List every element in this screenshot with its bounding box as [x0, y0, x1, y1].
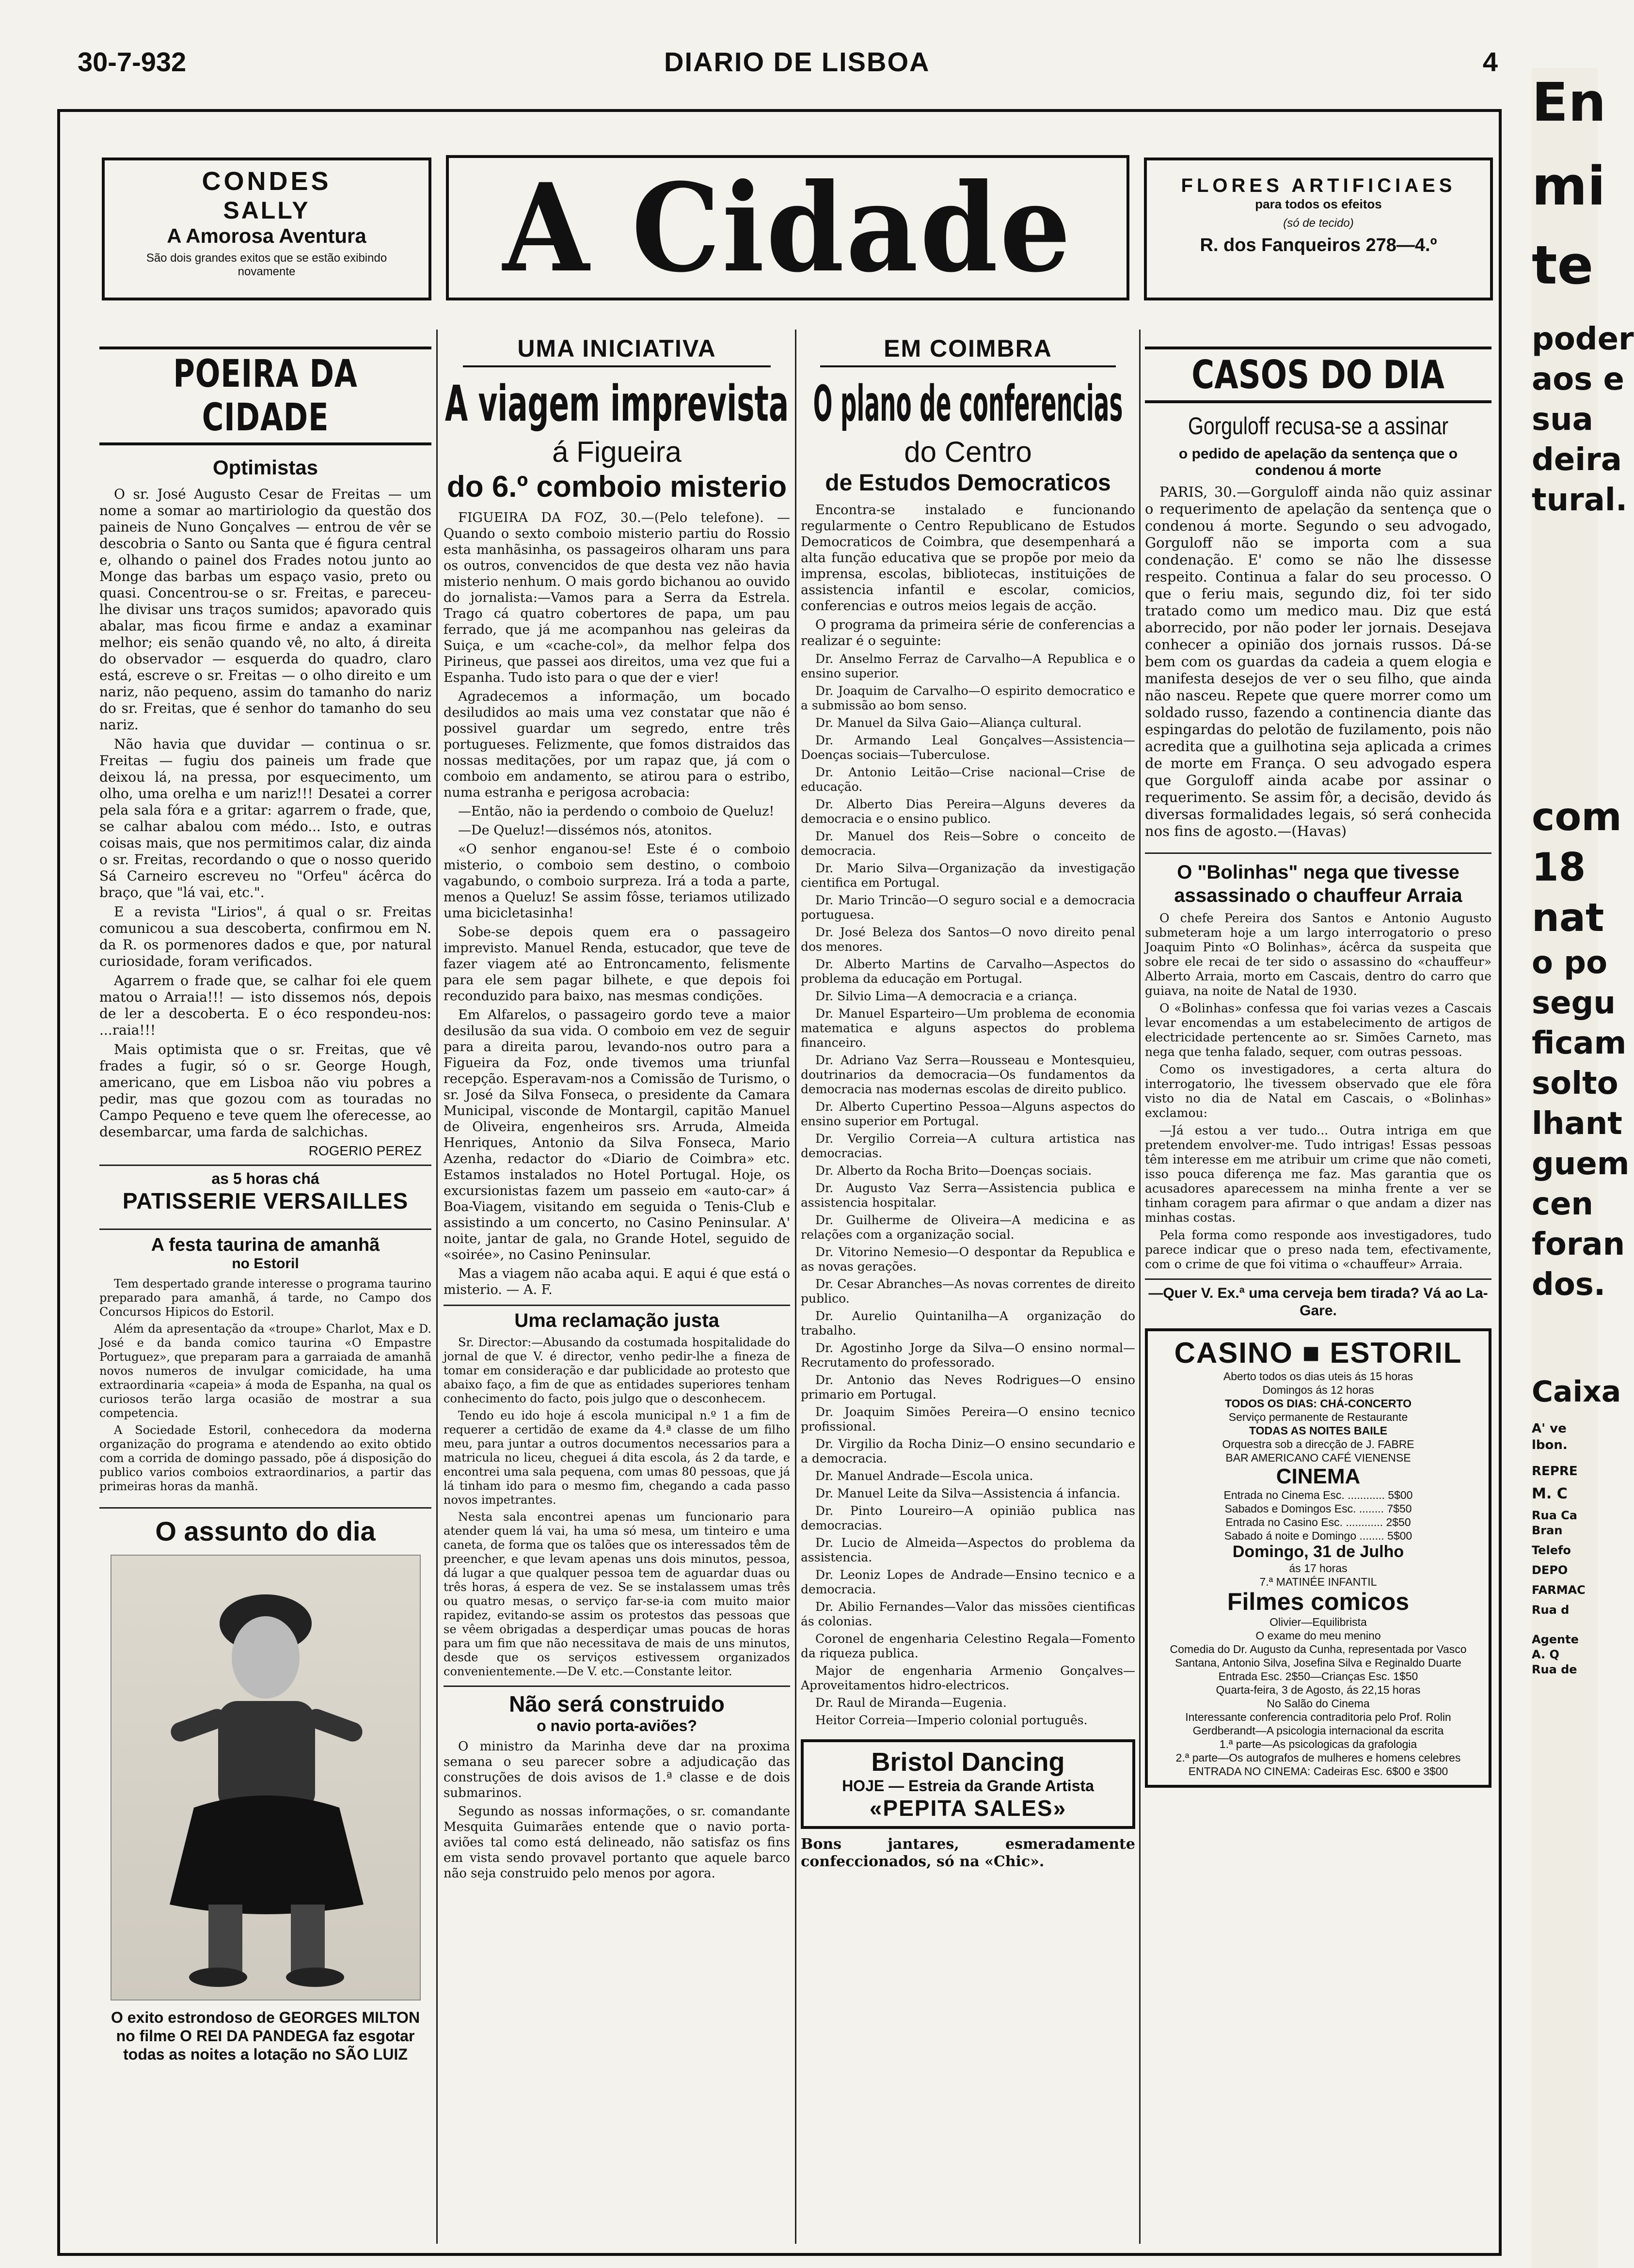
- ad-flores-sub: para todos os efeitos: [1255, 197, 1382, 211]
- ad-condes-film: SALLY: [223, 197, 310, 224]
- ad-bristol: [801, 1739, 1135, 1829]
- conference-item: Dr. Manuel da Silva Gaio—Aliança cultural.: [815, 716, 1082, 730]
- conference-item: Dr. Anselmo Ferraz de Carvalho—A Republica e o ensino superior.: [801, 652, 1135, 680]
- kicker: EM COIMBRA: [884, 335, 1052, 362]
- conference-item: Coronel de engenharia Celestino Regala—Fomento da riqueza publica.: [801, 1632, 1135, 1660]
- edge-fragment: solto: [1532, 1066, 1618, 1102]
- reclamacao-body: [444, 1336, 790, 1679]
- casino-line: Serviço permanente de Restaurante: [1228, 1411, 1408, 1423]
- signature: ROGERIO PEREZ: [308, 1143, 422, 1158]
- edge-fragment: cen: [1532, 1186, 1593, 1222]
- conference-list: [801, 652, 1135, 1728]
- edge-fragments: [1532, 68, 1634, 1677]
- paragraph: O programa da primeira série de conferencias a realizar é o seguinte:: [801, 617, 1135, 648]
- article-body: [1145, 484, 1491, 840]
- edge-fragment: poder: [1532, 321, 1634, 357]
- article-body: [801, 502, 1135, 649]
- paragraph: Agradecemos a informação, um bocado desiludidos ao mais uma vez constatar que não é possivel guardar um segredo, entre três portugueses. Felizmente, que fomos distraidos das nossas meditações, por um rapaz que, já com o comboio em andamento, se atirou para o estribo, numa estranha e perigosa acrobacia:: [444, 689, 790, 800]
- conference-item: Dr. Joaquim Simões Pereira—O ensino tecnico profissional.: [801, 1405, 1135, 1433]
- conference-item: Dr. Lucio de Almeida—Aspectos do problema da assistencia.: [801, 1536, 1135, 1564]
- article-body: [444, 510, 790, 1298]
- conference-item: Dr. Manuel Andrade—Escola unica.: [815, 1469, 1033, 1483]
- conference-item: Dr. José Beleza dos Santos—O novo direito penal dos menores.: [801, 925, 1135, 954]
- assunto-title: O assunto do dia: [99, 1507, 431, 1547]
- headline: Gorguloff recusa-se a assinar: [1188, 412, 1449, 440]
- divider: [820, 365, 1116, 367]
- conference-item: Dr. Silvio Lima—A democracia e a criança.: [815, 989, 1078, 1003]
- edge-fragment: Caixa: [1532, 1375, 1621, 1409]
- paragraph: O «Bolinhas» confessa que foi varias vezes a Cascais levar encomendas a um estabelecimento de artigos de electricidade pertencente ao sr. Simões Carneto, mas nega que tenha falado, sequer, com outras pessoas.: [1145, 1001, 1491, 1059]
- edge-fragment: aos e: [1532, 362, 1624, 397]
- masthead: [446, 155, 1129, 300]
- kicker: UMA INICIATIVA: [517, 335, 716, 362]
- conference-item: Dr. Abilio Fernandes—Valor das missões cientificas ás colonias.: [801, 1600, 1135, 1628]
- column-3: [801, 330, 1135, 2244]
- headline-sub: o pedido de apelação da sentença que o condenou á morte: [1178, 446, 1458, 478]
- paragraph: Nesta sala encontrei apenas um funcionario para atender quem lá vai, ha uma só mesa, um tinteiro e uma caneta, de forma que os talões que os interessados têm de preencher, e que levam apenas uns dois minutos, pessoa, dá lugar a que qualquer pessoa tem de aguardar duas ou três horas, á espera de vez. Se se instalassem umas três ou quatro mesas, o serviço far-se-ia com muito maior rapidez, evitando-se assim os protestos das pessoas que se vêem obrigadas a desperdiçar umas poucas de horas para um fim que não necessitava de mais de uns minutos, desde que os serviços estivessem organizados convenientemente.—De V. etc.—Constante leitor.: [444, 1510, 790, 1678]
- ad-condes-name: CONDES: [202, 167, 332, 196]
- ad-flores: [1144, 158, 1493, 300]
- ad-chic: Bons jantares, esmeradamente confeccionados, só na «Chic».: [801, 1836, 1135, 1870]
- ad-patisserie: [99, 1165, 431, 1214]
- paragraph: Segundo as nossas informações, o sr. comandante Mesquita Guimarães entende que o navio porta-aviões tal como está delineado, não satisfaz os fins em vista sendo provavel portanto que aquele barco não seja construido pelo menos por agora.: [444, 1804, 790, 1881]
- paragraph: FIGUEIRA DA FOZ, 30.—(Pelo telefone). —Quando o sexto comboio misterio partiu do Rossio esta manhãsinha, os passageiros olharam uns para os outros, convencidos de que desta vez não havia misterio nenhum. O mais gordo bichanou ao ouvido do jornalista:—Vamos para a Serra da Estrela. Trago cá quatro cobertores de papa, um pau ferrado, que já me acompanhou nas geleiras da Suiça, e um «cache-col», da melhor felpa dos Pirineus, que passei aos direitos, uma vez que fui a Espanha. Tudo isto para o que der e vier!: [444, 510, 790, 685]
- edge-fragment: A. Q: [1532, 1648, 1559, 1661]
- ad-flores-address: R. dos Fanqueiros 278—4.º: [1200, 235, 1437, 255]
- edge-fragment: deira: [1532, 442, 1622, 478]
- casino-line: Sabado á noite e Domingo ........ 5$00: [1224, 1529, 1412, 1542]
- edge-fragment: segu: [1532, 985, 1616, 1021]
- casino-line: Entrada no Cinema Esc. ............ 5$00: [1223, 1489, 1413, 1501]
- photo-illustration: [111, 1556, 420, 2000]
- adjacent-page-fragment: [1532, 68, 1634, 2268]
- edge-fragment: Agente: [1532, 1633, 1579, 1646]
- paragraph: Mais optimista que o sr. Freitas, que vê frades a fugir, só o sr. George Hough, americano, que em Lisboa não viu pobres a pedir, mas que gozou com as touradas no Campo Pequeno e teve quem lhe oferecesse, ao desembarcar, uma farda de salchichas.: [99, 1041, 431, 1140]
- edge-fragment: Rua de: [1532, 1663, 1577, 1676]
- edge-fragment: Telefo: [1532, 1544, 1571, 1557]
- edge-fragment: Rua Ca: [1532, 1509, 1577, 1522]
- paragraph: Em Alfarelos, o passageiro gordo teve a maior desilusão da sua vida. O comboio em vez de seguir para a direita parou, levando-nos outro para a Figueira da Foz, onde tivemos uma triunfal recepção. Esperavam-nos a Comissão de Turismo, o sr. José da Silva Fonseca, o presidente da Camara Municipal, visconde de Montargil, capitão Manuel de Oliveira, engenheiros srs. Arruda, Almeida Henriques, Antonio da Silva Fonseca, Mario Azenha, redactor do «Diario de Coimbra» etc. Estamos instalados no Hotel Portugal. Hoje, os excursionistas fazem um passeio em «auto-car» á Boa-Viagem, visitando em seguida o Tenis-Club e assistindo a um concerto, no Casino Peninsular. A' noite, jantar de gala, no Grande Hotel, seguido de «soirée», no Casino Peninsular.: [444, 1008, 790, 1262]
- ad-casino-estoril: [1145, 1328, 1491, 1788]
- article-title: O plano de conferencias: [813, 375, 1123, 433]
- paragraph: Tendo eu ido hoje á escola municipal n.º 1 a fim de requerer a certidão de exame da 4.ª classe de um filho meu, para juntar a outros documentos necessarios para a matricula no liceu, cheguei á dita escola, ás 2 da tarde, e encontrei uma sala pequena, com umas 80 pessoas, que já lá tinham ido para o mesmo fim, chegando a cada passo novos impetrantes.: [444, 1409, 790, 1507]
- ad-condes: [102, 158, 431, 300]
- conference-item: Dr. Mario Silva—Organização da investigação cientifica em Portugal.: [801, 861, 1135, 890]
- column-rule: [436, 330, 438, 2244]
- ad-patisserie-name: PATISSERIE VERSAILLES: [122, 1188, 409, 1213]
- casino-line: 7.ª MATINÉE INFANTIL: [1259, 1575, 1377, 1588]
- ad-condes-note: São dois grandes exitos que se estão exibindo novamente: [146, 252, 387, 278]
- casino-line: Orquestra sob a direcção de J. FABRE: [1222, 1438, 1414, 1450]
- edge-fragment: o po: [1532, 945, 1608, 981]
- ad-flores-title: FLORES ARTIFICIAES: [1181, 175, 1456, 196]
- subtitle-1: á Figueira: [552, 436, 682, 468]
- section-title: CASOS DO DIA: [1191, 352, 1445, 397]
- ad-la-gare: —Quer V. Ex.ª uma cerveja bem tirada? Vá ao La-Gare.: [1145, 1278, 1491, 1320]
- paragraph: Não havia que duvidar — continua o sr. Freitas — fugiu dos paineis um frade que deixou lá, na pressa, por esquecimento, um olho, uma orelha e um nariz!!! Desatei a correr pela sala fóra e a gritar: agarrem o frade, que, se calhar abalou com médo... Isto, e outras coisas mais, que nos permitimos calar, diz ainda o sr. Freitas, recordando o que o nosso querido Sá Carneiro escreveu no "Orfeu" ácêrca do braço, que "lá vai, etc.".: [99, 736, 432, 900]
- edge-fragment: sua: [1532, 402, 1593, 438]
- conference-item: Dr. Antonio das Neves Rodrigues—O ensino primario em Portugal.: [801, 1373, 1135, 1402]
- casino-line: Domingos ás 12 horas: [1262, 1384, 1374, 1396]
- column-2: [444, 330, 790, 2244]
- edge-fragment: lbon.: [1532, 1438, 1568, 1452]
- edge-fragment: Rua d: [1532, 1603, 1570, 1617]
- paragraph: O ministro da Marinha deve dar na proxima semana o seu parecer sobre a adjudicação das construções de dois avisos de 1.ª classe e de dois submarinos.: [444, 1739, 790, 1800]
- conference-item: Dr. Alberto Dias Pereira—Alguns deveres da democracia e o ensino publico.: [801, 797, 1135, 826]
- bolinhas-title: O "Bolinhas" nega que tivesse assassinado o chauffeur Arraia: [1145, 852, 1491, 907]
- conference-item: Major de engenharia Armenio Gonçalves—Aproveitamentos hidro-electricos.: [801, 1664, 1135, 1692]
- conference-item: Dr. Manuel Leite da Silva—Assistencia á infancia.: [815, 1486, 1121, 1500]
- reclamacao-title: Uma reclamação justa: [444, 1305, 790, 1332]
- edge-fragment: M. C: [1532, 1485, 1568, 1502]
- paragraph: Encontra-se instalado e funcionando regularmente o Centro Republicano de Estudos Democraticos de Coimbra, que desempenhará a alta função educativa que se propõe por meio da imprensa, escolas, bibliotecas, instituições de assistencia infantil e escolar, comicios, conferencias e outros meios legais de acção.: [801, 503, 1135, 614]
- edge-fragment: mi: [1532, 155, 1606, 217]
- conference-item: Dr. Alberto Cupertino Pessoa—Alguns aspectos do ensino superior em Portugal.: [801, 1100, 1135, 1128]
- paragraph: PARIS, 30.—Gorguloff ainda não quiz assinar o requerimento de apelação da sentença que o condenou á morte. Segundo o seu advogado, Gorguloff não se importa com a sua condenação. E' como se não lhe dissesse respeito. Continua a falar do seu processo. O que o feriu mais, segundo diz, foi ter sido tratado como um medico mau. Diz que está aborrecido, por não poder ler jornais. Desejava conhecer a opinião dos jornais russos. Dá-se bem com os guardas da cadeia a quem elogia e manifesta desejos de ver o seu filho, que ainda não nasceu. Repete que quere morrer como um soldado russo, fazendo a continencia diante das espingardas do pelotão de fuzilamento, pois não acredita que a guilhotina seja aplicada a crimes de morte em França. O seu advogado espera que Gorguloff ainda acabe por assinar o requerimento. Se assim fôr, a decisão, devido ás diversas formalidades legais, só será conhecida nos fins de agosto.—(Havas): [1145, 484, 1491, 839]
- conference-item: Dr. Aurelio Quintanilha—A organização do trabalho.: [801, 1309, 1135, 1338]
- naosera-body: [444, 1739, 790, 1881]
- casino-line: Interessante conferencia contraditoria pelo Prof. Rolin Gerdberandt—A psicologia internacional da escrita: [1185, 1711, 1451, 1737]
- paragraph: Sr. Director:—Abusando da costumada hospitalidade do jornal de que V. é director, venho pedir-lhe a fineza de tomar em consideração e dar publicidade ao protesto que abaixo faço, a fim de que as entidades superiores tenham conhecimento do facto, pois julgo que o desconhecem.: [444, 1336, 790, 1405]
- conference-item: Dr. Leoniz Lopes de Andrade—Ensino tecnico e a democracia.: [801, 1568, 1135, 1596]
- casino-line: BAR AMERICANO CAFÉ VIENENSE: [1225, 1451, 1411, 1464]
- festa-subtitle: no Estoril: [232, 1256, 299, 1272]
- conference-item: Dr. Augusto Vaz Serra—Assistencia publica e assistencia hospitalar.: [801, 1181, 1135, 1210]
- ad-bristol-name: Bristol Dancing: [871, 1748, 1065, 1777]
- paragraph: O chefe Pereira dos Santos e Antonio Augusto submeteram hoje a um largo interrogatorio o preso Joaquim Pinto «O Bolinhas», ácêrca da suspeita que sobre ele recai de ter sido o assassino do «chauffeur» Alberto Arraia, morto em Cascais, dentro do carro que guiava, na noite de Natal de 1930.: [1145, 911, 1491, 998]
- headline: Optimistas: [212, 456, 318, 479]
- issue-date: 30-7-932: [78, 47, 187, 77]
- conference-item: Heitor Correia—Imperio colonial português.: [815, 1713, 1088, 1727]
- conference-item: Dr. Virgilio da Rocha Diniz—O ensino secundario e a democracia.: [801, 1437, 1135, 1465]
- casino-line: O exame do meu menino: [1255, 1629, 1381, 1642]
- naosera-subtitle: o navio porta-aviões?: [537, 1717, 697, 1734]
- article-title: A viagem imprevista: [444, 375, 789, 433]
- page-header: [78, 46, 1498, 75]
- paragraph: Sobe-se depois quem era o passageiro imprevisto. Manuel Renda, estucador, que teve de fazer viagem até ao Entroncamento, felismente para ele sem pagar bilhete, e que depois foi reconduzido para baixo, nas mesmas condições.: [444, 925, 790, 1004]
- conference-item: Dr. Manuel Esparteiro—Um problema de economia matematica e alguns aspectos do problema financeiro.: [801, 1007, 1135, 1050]
- conference-item: Dr. Armando Leal Gonçalves—Assistencia—Doenças sociais—Tuberculose.: [801, 733, 1135, 762]
- section-banner: [99, 346, 431, 445]
- conference-item: Dr. Cesar Abranches—As novas correntes de direito publico.: [801, 1277, 1135, 1306]
- paragraph: «O senhor enganou-se! Este é o comboio misterio, o comboio sem destino, o comboio vagabundo, o comboio surpreza. Irá a toda a parte, menos a Queluz! Se assim fôsse, teriamos utilizado uma bicicletasinha!: [444, 842, 790, 921]
- paragraph: —Já estou a ver tudo... Outra intriga em que pretendem envolver-me. Tudo intrigas! Essas pessoas têm interesse em me atribuir um crime que não cometi, isso pouca diferença me faz. Mas garantia que os acusadores aparecessem na minha frente a ver se tinham coragem para afirmar o que andam a dizer nas minhas costas.: [1145, 1123, 1491, 1225]
- conference-item: Dr. Joaquim de Carvalho—O espirito democratico e a submissão ao bom senso.: [801, 684, 1135, 712]
- paragraph: A Sociedade Estoril, conhecedora da moderna organização do programa e atendendo ao exito obtido com a corrida de domingo passado, põe á disposição do publico varios comboios extraordinarios, a partir das primeiras horas da manhã.: [99, 1423, 431, 1493]
- casino-line: 1.ª parte—As psicologicas da grafologia: [1219, 1738, 1417, 1750]
- edge-fragment: En: [1532, 71, 1606, 133]
- ad-condes-film-2: A Amorosa Aventura: [167, 224, 366, 247]
- edge-fragment: guem: [1532, 1146, 1630, 1182]
- edge-fragment: dos.: [1532, 1267, 1606, 1303]
- conference-item: Dr. Alberto Martins de Carvalho—Aspectos do problema da educação em Portugal.: [801, 957, 1135, 986]
- conference-item: Dr. Antonio Leitão—Crise nacional—Crise de educação.: [801, 765, 1135, 794]
- column-4: [1145, 334, 1491, 2249]
- edge-fragment: com: [1532, 794, 1622, 839]
- masthead-title: A Cidade: [503, 157, 1073, 299]
- ad-casino-lines: [1153, 1370, 1484, 1778]
- edge-fragment: Bran: [1532, 1524, 1563, 1537]
- edge-fragment: DEPO: [1532, 1563, 1568, 1577]
- edge-fragment: lhant: [1532, 1106, 1622, 1142]
- paragraph: Como os investigadores, a certa altura do interrogatorio, lhe tivessem observado que ele fôra visto no dia de Natal em Cascais, o «Bolinhas» exclamou:: [1145, 1062, 1491, 1120]
- casino-line: Olivier—Equilibrista: [1269, 1616, 1367, 1628]
- paragraph: Agarrem o frade que, se calhar foi ele quem matou o Arraia!!! — isto dissemos nós, depois de ler a descoberta. E o éco respondeu-nos: ...raia!!!: [99, 973, 431, 1038]
- ad-bristol-artist: «PEPITA SALES»: [869, 1796, 1067, 1821]
- casino-line: Comedia do Dr. Augusto da Cunha, representada por Vasco Santana, Antonio Silva, Josefina Silva e Reginaldo Duarte: [1170, 1643, 1467, 1669]
- edge-fragment: ficam: [1532, 1025, 1627, 1061]
- conference-item: Dr. Adriano Vaz Serra—Rousseau e Montesquieu, doutrinarios da democracia—Os fundamentos da democracia nas modernas escolas de direito publico.: [801, 1053, 1135, 1096]
- newspaper-name: DIARIO DE LISBOA: [664, 47, 930, 77]
- edge-fragment: tural.: [1532, 482, 1628, 518]
- photo-georges-milton: [111, 1555, 421, 2000]
- paragraph: —Então, não ia perdendo o comboio de Queluz!: [458, 804, 775, 819]
- casino-line: 2.ª parte—Os autografos de mulheres e homens celebres: [1175, 1751, 1461, 1764]
- conference-item: Dr. Mario Trincão—O seguro social e a democracia portuguesa.: [801, 893, 1135, 922]
- casino-line: TODOS OS DIAS: CHÁ-CONCERTO: [1224, 1397, 1412, 1410]
- paragraph: Pela forma como responde aos investigadores, tudo parece indicar que o preso nada tem, efectivamente, com o crime de que foi vitima o «chauffeur» Arraia.: [1145, 1228, 1491, 1271]
- casino-line: ás 17 horas: [1289, 1562, 1348, 1575]
- paragraph: O sr. José Augusto Cesar de Freitas — um nome a somar ao martiriologio da questão dos paineis de Nuno Gonçalves — entrou de vêr se descobria o Santo ou Santa que é figura central e, olhando o painel dos Frades notou junto ao Monge das barbas um espaço vasio, preto ou quasi. Concentrou-se o sr. Freitas, e pareceu-lhe divisar uns traços sumidos; apavorado quis abalar, mas ficou firme e andaz a examinar melhor; eis senão quando vê, no alto, á direita do observador — esquerda do quadro, claro está, escreve o sr. Freitas — o olho direito e um nariz, não pequeno, assim do tamanho do nariz do sr. Freitas, que é senhor do tamanho do seu nariz.: [99, 486, 431, 733]
- conference-item: Dr. Vergilio Correia—A cultura artistica nas democracias.: [801, 1132, 1135, 1160]
- conference-item: Dr. Alberto da Rocha Brito—Doenças sociais.: [815, 1164, 1092, 1178]
- subtitle-2: de Estudos Democraticos: [825, 470, 1111, 496]
- column-rule: [1139, 330, 1141, 2244]
- ad-patisserie-time: as 5 horas chá: [211, 1170, 319, 1187]
- naosera-title: Não será construido: [444, 1685, 790, 1717]
- section-banner: [1145, 346, 1491, 403]
- festa-title: A festa taurina de amanhã: [99, 1228, 431, 1256]
- ad-bristol-line: HOJE — Estreia da Grande Artista: [842, 1777, 1094, 1795]
- column-1: [99, 334, 431, 2249]
- edge-fragment: FARMAC: [1532, 1583, 1586, 1597]
- conference-item: Dr. Manuel dos Reis—Sobre o conceito de democracia.: [801, 829, 1135, 858]
- edge-fragment: nat: [1532, 895, 1604, 940]
- section-title: POEIRA DA CIDADE: [173, 352, 358, 440]
- ad-flores-note: (só de tecido): [1283, 217, 1354, 230]
- edge-fragment: 18: [1532, 845, 1586, 890]
- edge-fragment: A' ve: [1532, 1421, 1567, 1436]
- divider: [463, 365, 771, 367]
- paragraph: Mas a viagem não acaba aqui. E aqui é que está o misterio. — A. F.: [444, 1266, 790, 1297]
- casino-line: No Salão do Cinema: [1267, 1697, 1370, 1710]
- page-number: 4: [1482, 47, 1498, 77]
- casino-line: Domingo, 31 de Julho: [1232, 1543, 1404, 1561]
- paragraph: Tem despertado grande interesse o programa taurino preparado para amanhã, á tarde, no Campo dos Concursos Hipicos do Estoril.: [99, 1277, 431, 1319]
- bolinhas-body: [1145, 911, 1491, 1272]
- casino-line: Filmes comicos: [1227, 1588, 1410, 1615]
- paragraph: Além da apresentação da «troupe» Charlot, Max e D. José e da banda comico taurina «O Empastre Portuguez», que preparam para a garraiada de amanhã novos numeros de invulgar comicidade, ha uma extraordinaria «capeia» á moda de Espanha, na qual os curiosos terão larga ocasião de mostrar a sua competencia.: [99, 1322, 431, 1420]
- festa-body: [99, 1277, 431, 1494]
- edge-fragment: REPRE: [1532, 1464, 1578, 1479]
- casino-line: Quarta-feira, 3 de Agosto, ás 22,15 horas: [1216, 1684, 1421, 1696]
- column-rule: [795, 330, 796, 2244]
- conference-item: Dr. Pinto Loureiro—A opinião publica nas democracias.: [801, 1504, 1135, 1532]
- casino-line: Entrada no Casino Esc. ............ 2$50: [1225, 1516, 1411, 1528]
- conference-item: Dr. Vitorino Nemesio—O despontar da Republica e as novas gerações.: [801, 1245, 1135, 1274]
- casino-line: Aberto todos os dias uteis ás 15 horas: [1223, 1370, 1413, 1383]
- subtitle-2: do 6.º comboio misterio: [446, 470, 787, 504]
- paragraph: E a revista "Lirios", á qual o sr. Freitas comunicou a sua descoberta, confirmou em N. da R. os pormenores dados e que, por natural curiosidade, foram verificados.: [99, 904, 431, 969]
- conference-item: Dr. Agostinho Jorge da Silva—O ensino normal—Recrutamento do professorado.: [801, 1341, 1135, 1370]
- edge-fragment: foran: [1532, 1227, 1625, 1262]
- conference-item: Dr. Raul de Miranda—Eugenia.: [815, 1696, 1007, 1710]
- conference-item: Dr. Guilherme de Oliveira—A medicina e as relações com a organização social.: [801, 1213, 1135, 1242]
- casino-line: TODAS AS NOITES BAILE: [1249, 1424, 1387, 1437]
- casino-line: Entrada Esc. 2$50—Crianças Esc. 1$50: [1218, 1670, 1418, 1683]
- ad-casino-title: CASINO ■ ESTORIL: [1174, 1337, 1462, 1369]
- edge-fragment: te: [1532, 234, 1594, 296]
- photo-caption: O exito estrondoso de GEORGES MILTON no filme O REI DA PANDEGA faz esgotar todas as noites a lotação no SÃO LUIZ: [111, 2009, 420, 2063]
- casino-line: ENTRADA NO CINEMA: Cadeiras Esc. 6$00 e 3$00: [1188, 1765, 1448, 1778]
- casino-line: Sabados e Domingos Esc. ........ 7$50: [1224, 1502, 1412, 1515]
- article-body: [99, 486, 431, 1140]
- paragraph: —De Queluz!—dissémos nós, atonitos.: [458, 823, 713, 838]
- subtitle-1: do Centro: [904, 436, 1032, 468]
- casino-line: CINEMA: [1276, 1465, 1361, 1488]
